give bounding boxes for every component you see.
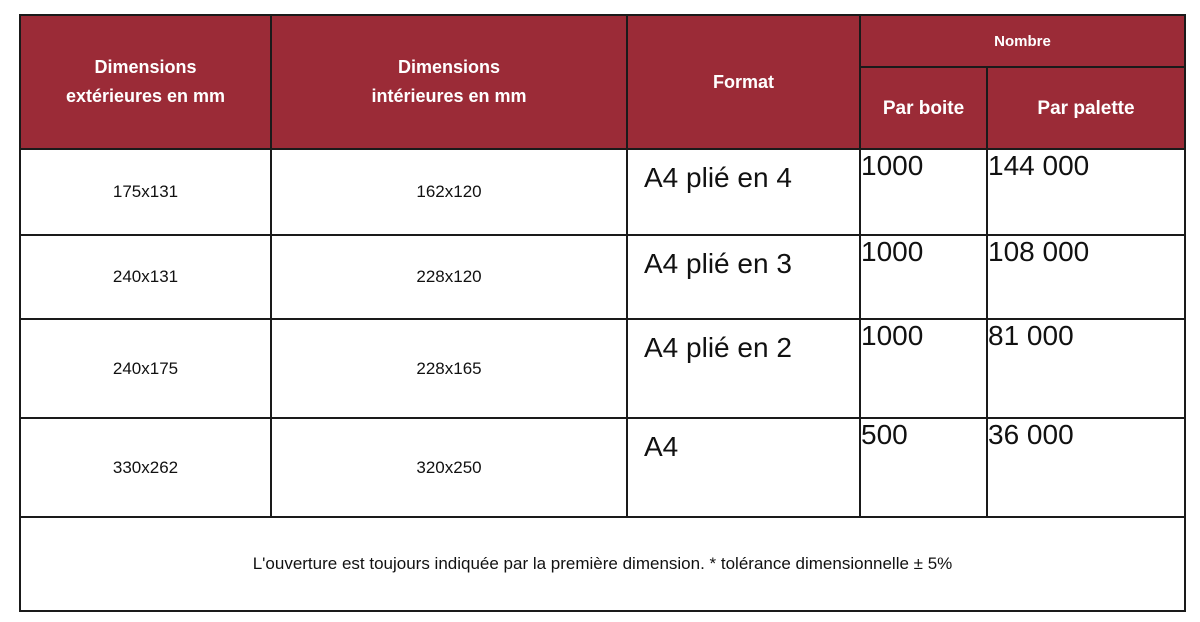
table-row xyxy=(20,235,1185,319)
par-palette-cell: 144 000 xyxy=(987,149,1185,235)
header-row-top xyxy=(20,15,1185,67)
header-par-palette: Par palette xyxy=(987,67,1185,149)
par-boite-cell: 1000 xyxy=(860,235,987,319)
header-format: Format xyxy=(627,15,860,149)
exterior-dimension-cell: 175x131 xyxy=(20,149,271,235)
dimensions-table xyxy=(19,14,1186,612)
header-exterior-line-2: extérieures en mm xyxy=(65,86,226,106)
header-exterior-line-1: Dimensions xyxy=(94,57,197,77)
par-boite-cell: 1000 xyxy=(860,149,987,235)
format-cell: A4 xyxy=(627,418,860,517)
par-palette-cell: 81 000 xyxy=(987,319,1185,418)
format-cell: A4 plié en 2 xyxy=(627,319,860,418)
format-cell: A4 plié en 3 xyxy=(627,235,860,319)
dimensions-sheet xyxy=(19,14,1184,610)
footnote: L'ouverture est toujours indiquée par la première dimension. * tolérance dimensionnelle ± 5% xyxy=(20,517,1185,611)
header-interior-line-2: intérieures en mm xyxy=(371,86,527,106)
footnote-row xyxy=(20,517,1185,611)
par-boite-cell: 500 xyxy=(860,418,987,517)
interior-dimension-cell: 320x250 xyxy=(271,418,627,517)
header-interior-line-1: Dimensions xyxy=(397,57,501,77)
table-row xyxy=(20,319,1185,418)
exterior-dimension-cell: 330x262 xyxy=(20,418,271,517)
par-palette-cell: 108 000 xyxy=(987,235,1185,319)
exterior-dimension-cell: 240x131 xyxy=(20,235,271,319)
par-palette-cell: 36 000 xyxy=(987,418,1185,517)
table-row xyxy=(20,149,1185,235)
format-cell: A4 plié en 4 xyxy=(627,149,860,235)
table-row xyxy=(20,418,1185,517)
header-interior-dimensions xyxy=(271,15,627,149)
exterior-dimension-cell: 240x175 xyxy=(20,319,271,418)
interior-dimension-cell: 228x120 xyxy=(271,235,627,319)
par-boite-cell: 1000 xyxy=(860,319,987,418)
header-par-boite: Par boite xyxy=(860,67,987,149)
header-exterior-dimensions xyxy=(20,15,271,149)
header-nombre: Nombre xyxy=(860,15,1185,67)
interior-dimension-cell: 162x120 xyxy=(271,149,627,235)
interior-dimension-cell: 228x165 xyxy=(271,319,627,418)
